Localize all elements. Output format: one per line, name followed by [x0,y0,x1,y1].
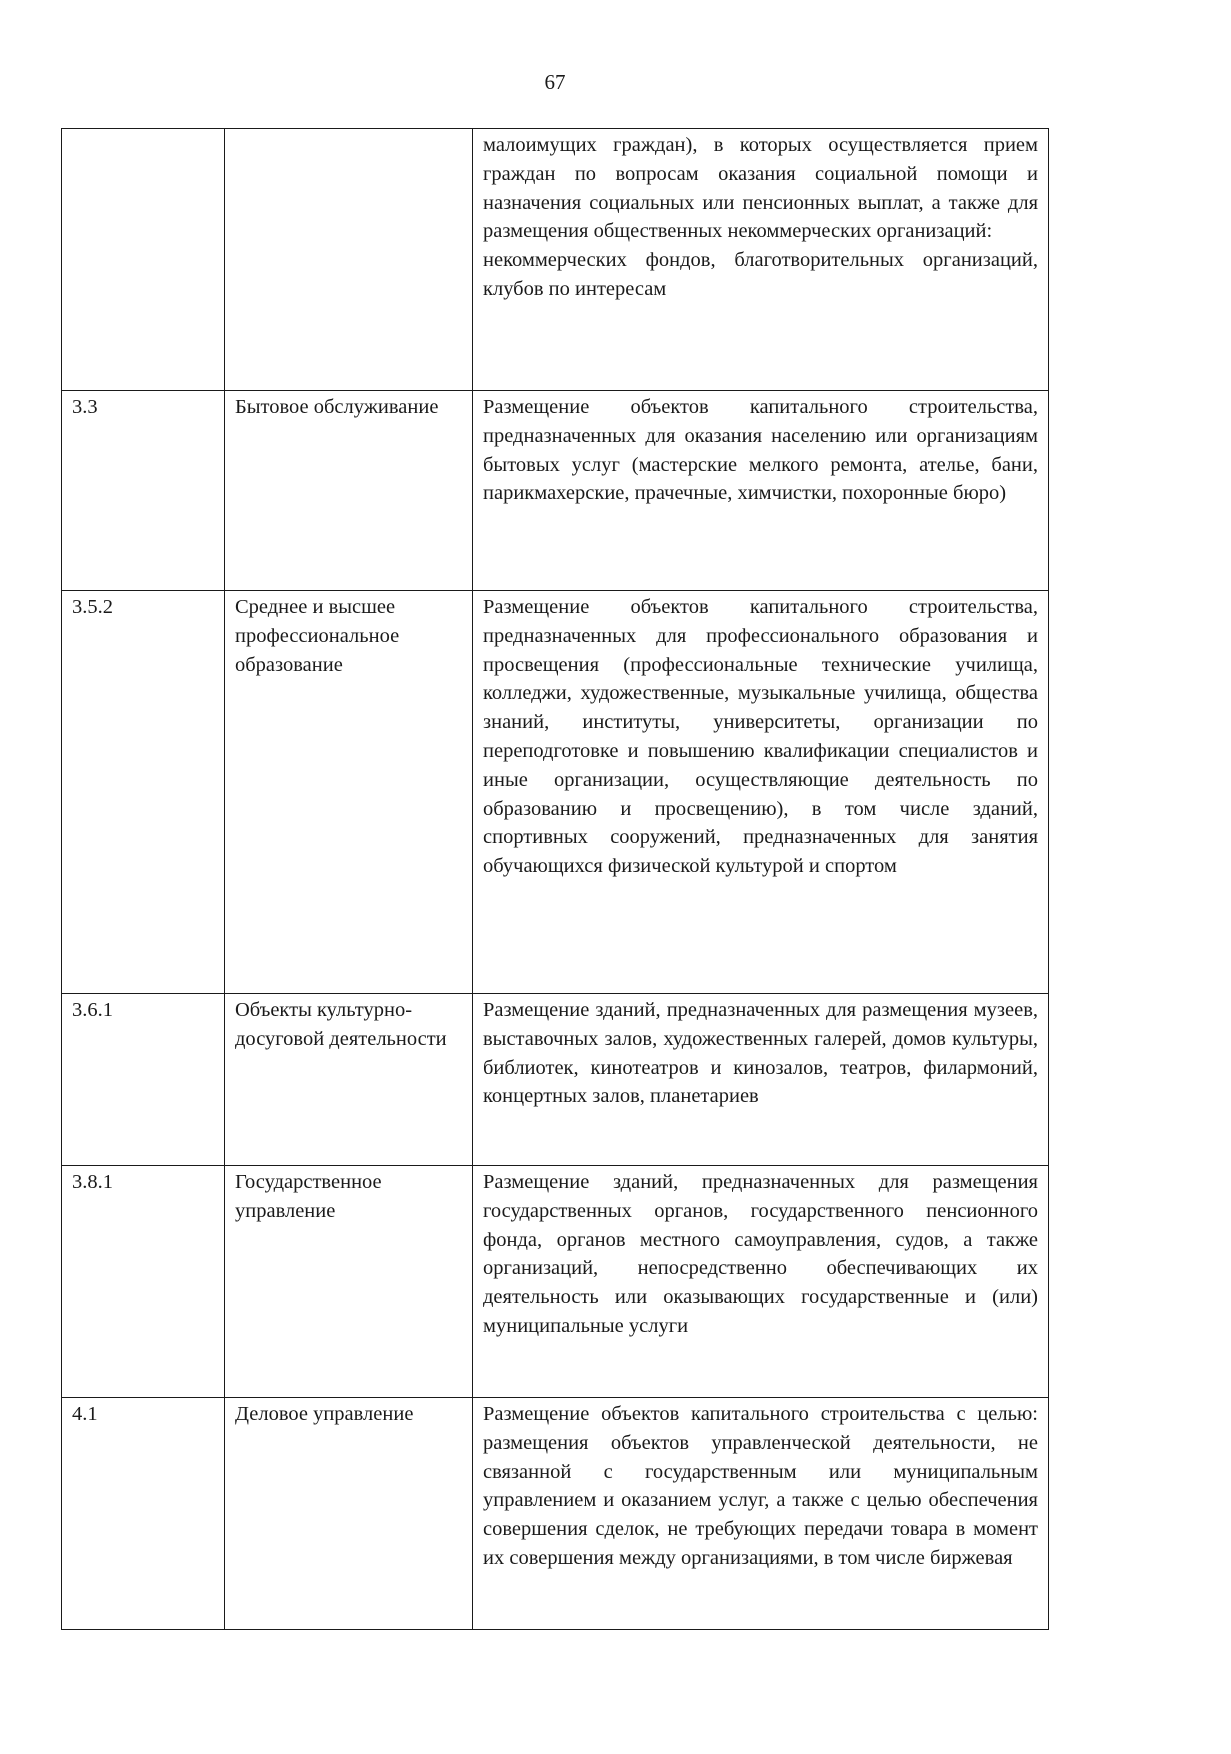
table-row [62,591,1049,994]
row-code: 3.5.2 [62,591,225,994]
row-code [62,129,225,391]
row-name: Государственное управление [225,1166,473,1398]
table-row [62,391,1049,591]
table-row [62,994,1049,1166]
description-paragraph: Размещение объектов капитального строительства, предназначенных для профессионального образования и просвещения (профессиональные технические училища, колледжи, художественные, музыкальные училища, общества знаний, институты, университеты, организации по переподготовке и повышению квалификации специалистов и иные организации, осуществляющие деятельность по образованию и просвещению), в том числе зданий, спортивных сооружений, предназначенных для занятия обучающихся физической культурой и спортом [483,596,1038,878]
row-name: Бытовое обслуживание [225,391,473,591]
description-paragraph: Размещение зданий, предназначенных для размещения государственных органов, государственного пенсионного фонда, органов местного самоуправления, судов, а также организаций, непосредственно обеспечивающих их деятельность или оказывающих государственные и (или) муниципальные услуги [483,1171,1038,1337]
row-description [473,1166,1049,1398]
description-paragraph: некоммерческих фондов, благотворительных организаций, клубов по интересам [483,249,1038,300]
description-paragraph: малоимущих граждан), в которых осуществляется прием граждан по вопросам оказания социальной помощи и назначения социальных или пенсионных выплат, а также для размещения общественных некоммерческих организаций: [483,134,1038,243]
row-description [473,1398,1049,1630]
row-code: 3.8.1 [62,1166,225,1398]
page-number: 67 [544,70,566,94]
table-row [62,1166,1049,1398]
land-use-table [61,128,1049,1630]
row-name: Объекты культурно-досуговой деятельности [225,994,473,1166]
row-description [473,994,1049,1166]
row-code: 4.1 [62,1398,225,1630]
row-description [473,129,1049,391]
row-code: 3.6.1 [62,994,225,1166]
row-name: Деловое управление [225,1398,473,1630]
description-paragraph: Размещение зданий, предназначенных для размещения музеев, выставочных залов, художественных галерей, домов культуры, библиотек, кинотеатров и кинозалов, театров, филармоний, концертных залов, планетариев [483,999,1038,1108]
table-row [62,1398,1049,1630]
row-code: 3.3 [62,391,225,591]
row-description [473,591,1049,994]
description-paragraph: Размещение объектов капитального строительства, предназначенных для оказания населению или организациям бытовых услуг (мастерские мелкого ремонта, ателье, бани, парикмахерские, прачечные, химчистки, похоронные бюро) [483,396,1038,505]
table-row [62,129,1049,391]
row-name [225,129,473,391]
row-name: Среднее и высшее профессиональное образование [225,591,473,994]
description-paragraph: Размещение объектов капитального строительства с целью: размещения объектов управленческой деятельности, не связанной с государственным или муниципальным управлением и оказанием услуг, а также с целью обеспечения совершения сделок, не требующих передачи товара в момент их совершения между организациями, в том числе биржевая [483,1403,1038,1569]
row-description [473,391,1049,591]
